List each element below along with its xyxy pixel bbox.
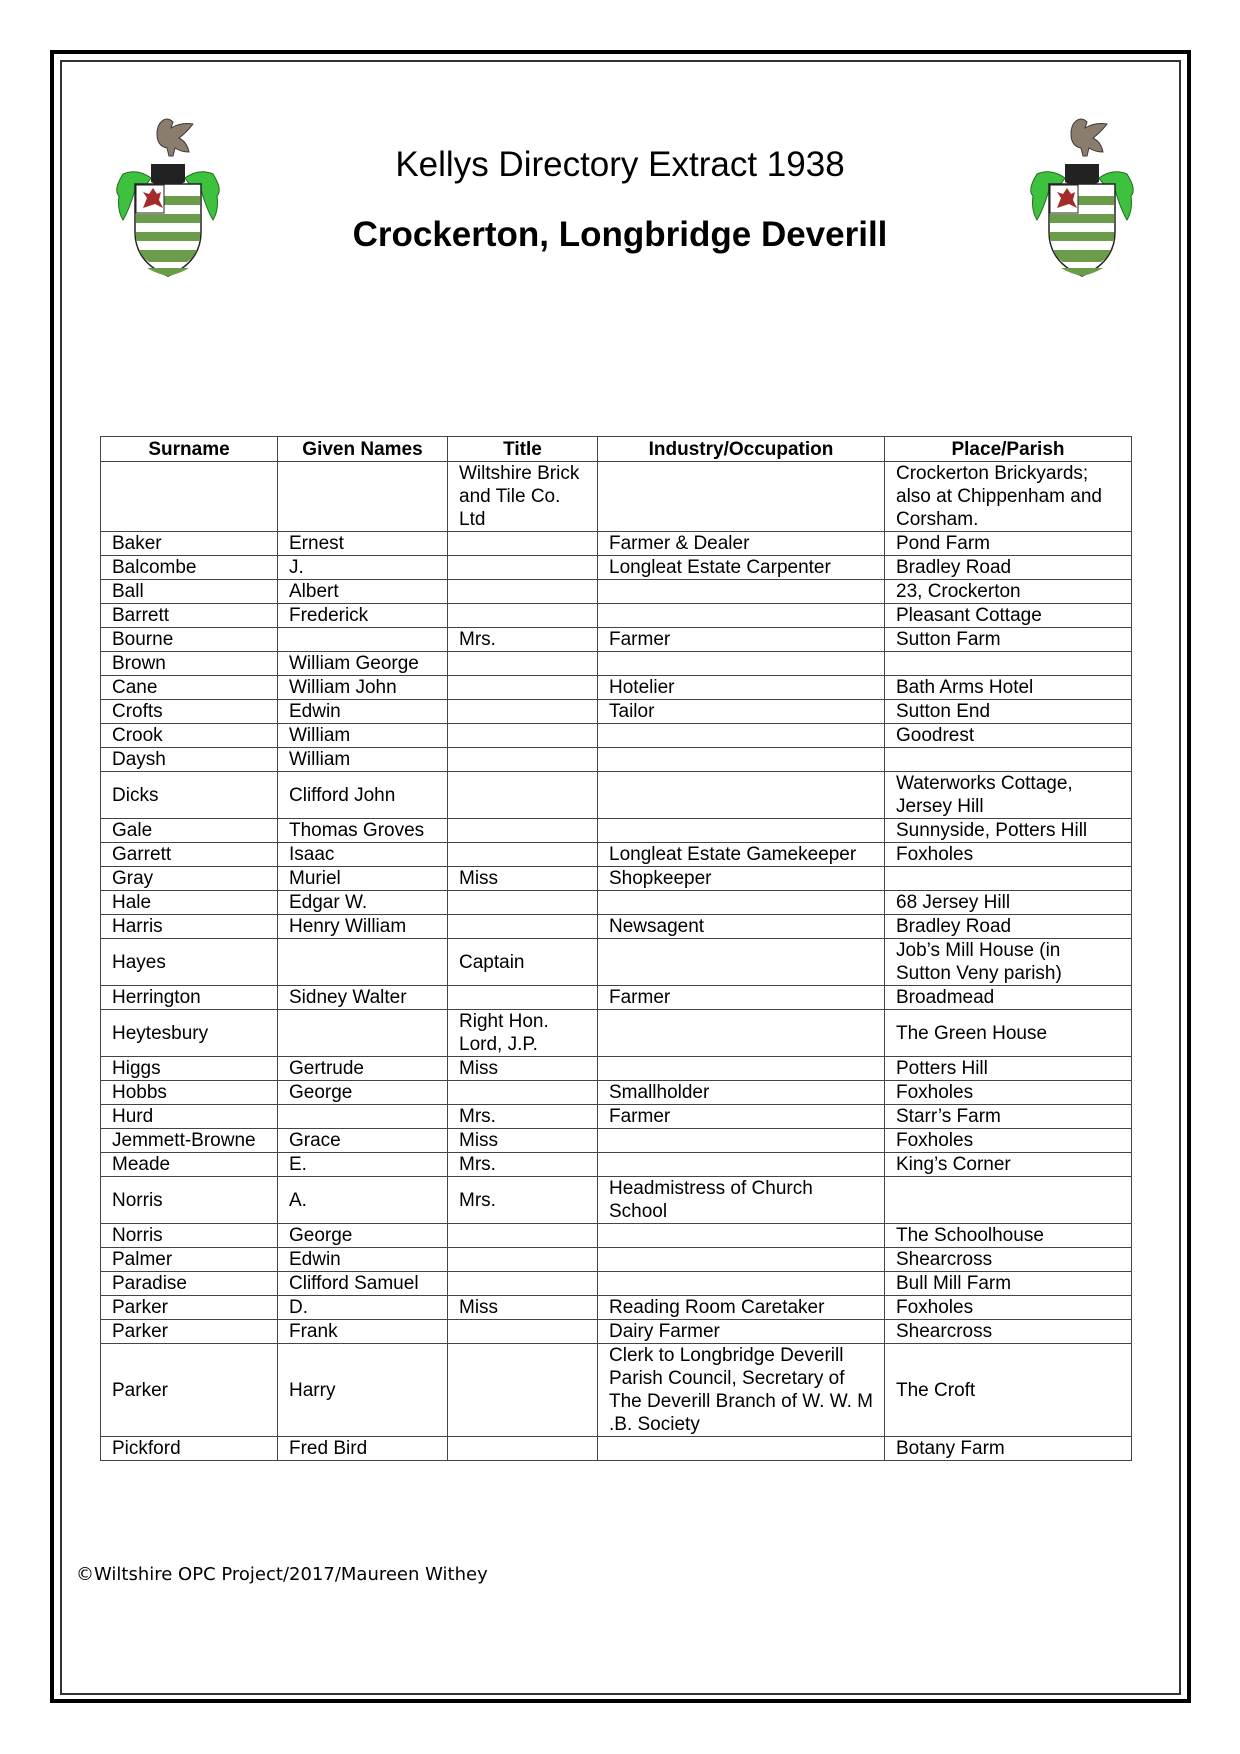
title-cell: [448, 1224, 598, 1248]
surname-cell: Herrington: [101, 986, 278, 1010]
occupation-cell: [598, 1272, 885, 1296]
occupation-cell: [598, 604, 885, 628]
place-cell: Botany Farm: [885, 1437, 1132, 1461]
title-cell: [448, 819, 598, 843]
place-cell: Foxholes: [885, 843, 1132, 867]
title-cell: Wiltshire Brick and Tile Co. Ltd: [448, 462, 598, 532]
surname-cell: Crook: [101, 724, 278, 748]
place-cell: Bradley Road: [885, 556, 1132, 580]
table-row: [101, 843, 1132, 867]
title-cell: [448, 1437, 598, 1461]
place-cell: Starr’s Farm: [885, 1105, 1132, 1129]
title-cell: Mrs.: [448, 1105, 598, 1129]
title-cell: [448, 772, 598, 819]
title-cell: [448, 676, 598, 700]
place-cell: [885, 1177, 1132, 1224]
surname-cell: Brown: [101, 652, 278, 676]
table-row: [101, 462, 1132, 532]
occupation-cell: Longleat Estate Carpenter: [598, 556, 885, 580]
surname-cell: Garrett: [101, 843, 278, 867]
table-row: [101, 772, 1132, 819]
occupation-cell: [598, 1224, 885, 1248]
given-names-cell: Grace: [278, 1129, 448, 1153]
surname-cell: Parker: [101, 1320, 278, 1344]
table-row: [101, 1272, 1132, 1296]
table-row: [101, 652, 1132, 676]
surname-cell: Hale: [101, 891, 278, 915]
table-row: [101, 1081, 1132, 1105]
page-title: Kellys Directory Extract 1938: [395, 145, 845, 184]
place-cell: Goodrest: [885, 724, 1132, 748]
given-names-cell: William: [278, 748, 448, 772]
surname-cell: Hayes: [101, 939, 278, 986]
given-names-cell: J.: [278, 556, 448, 580]
table-row: [101, 1177, 1132, 1224]
table-row: [101, 867, 1132, 891]
title-cell: [448, 915, 598, 939]
title-cell: [448, 1248, 598, 1272]
surname-cell: Barrett: [101, 604, 278, 628]
column-header-given-names: Given Names: [278, 437, 448, 462]
directory-table: [100, 436, 1132, 1461]
given-names-cell: [278, 1105, 448, 1129]
title-cell: [448, 532, 598, 556]
title-cell: [448, 724, 598, 748]
table-row: [101, 556, 1132, 580]
given-names-cell: Gertrude: [278, 1057, 448, 1081]
given-names-cell: Edgar W.: [278, 891, 448, 915]
occupation-cell: Farmer: [598, 628, 885, 652]
table-row: [101, 1296, 1132, 1320]
title-cell: [448, 652, 598, 676]
occupation-cell: Farmer: [598, 986, 885, 1010]
table-row: [101, 1057, 1132, 1081]
occupation-cell: [598, 1129, 885, 1153]
place-cell: [885, 748, 1132, 772]
place-cell: Bradley Road: [885, 915, 1132, 939]
given-names-cell: Clifford John: [278, 772, 448, 819]
given-names-cell: Ernest: [278, 532, 448, 556]
surname-cell: Cane: [101, 676, 278, 700]
table-row: [101, 1010, 1132, 1057]
given-names-cell: Edwin: [278, 700, 448, 724]
table-row: [101, 700, 1132, 724]
table-row: [101, 676, 1132, 700]
occupation-cell: [598, 580, 885, 604]
column-header-place: Place/Parish: [885, 437, 1132, 462]
title-cell: Mrs.: [448, 628, 598, 652]
place-cell: Bath Arms Hotel: [885, 676, 1132, 700]
title-cell: [448, 843, 598, 867]
place-cell: Foxholes: [885, 1296, 1132, 1320]
surname-cell: Norris: [101, 1177, 278, 1224]
surname-cell: Pickford: [101, 1437, 278, 1461]
given-names-cell: Henry William: [278, 915, 448, 939]
title-cell: [448, 604, 598, 628]
occupation-cell: [598, 652, 885, 676]
title-cell: Miss: [448, 1057, 598, 1081]
surname-cell: Dicks: [101, 772, 278, 819]
place-cell: 68 Jersey Hill: [885, 891, 1132, 915]
title-cell: [448, 700, 598, 724]
table-row: [101, 1129, 1132, 1153]
title-cell: [448, 1320, 598, 1344]
table-row: [101, 724, 1132, 748]
title-cell: Captain: [448, 939, 598, 986]
title-cell: [448, 1081, 598, 1105]
table-row: [101, 891, 1132, 915]
place-cell: The Croft: [885, 1344, 1132, 1437]
occupation-cell: [598, 748, 885, 772]
occupation-cell: Headmistress of Church School: [598, 1177, 885, 1224]
occupation-cell: [598, 1057, 885, 1081]
place-cell: [885, 652, 1132, 676]
title-cell: [448, 891, 598, 915]
given-names-cell: [278, 939, 448, 986]
occupation-cell: Shopkeeper: [598, 867, 885, 891]
surname-cell: Higgs: [101, 1057, 278, 1081]
occupation-cell: [598, 939, 885, 986]
occupation-cell: [598, 1153, 885, 1177]
surname-cell: Daysh: [101, 748, 278, 772]
occupation-cell: Farmer & Dealer: [598, 532, 885, 556]
given-names-cell: Albert: [278, 580, 448, 604]
column-header-title: Title: [448, 437, 598, 462]
surname-cell: Baker: [101, 532, 278, 556]
surname-cell: Heytesbury: [101, 1010, 278, 1057]
table-body: [101, 462, 1132, 1461]
place-cell: Sutton End: [885, 700, 1132, 724]
occupation-cell: Dairy Farmer: [598, 1320, 885, 1344]
title-cell: Mrs.: [448, 1153, 598, 1177]
coat-of-arms-icon-left: [103, 112, 233, 292]
occupation-cell: Hotelier: [598, 676, 885, 700]
table-row: [101, 1437, 1132, 1461]
given-names-cell: Sidney Walter: [278, 986, 448, 1010]
given-names-cell: Edwin: [278, 1248, 448, 1272]
table-row: [101, 986, 1132, 1010]
surname-cell: Gray: [101, 867, 278, 891]
place-cell: Waterworks Cottage, Jersey Hill: [885, 772, 1132, 819]
place-cell: The Green House: [885, 1010, 1132, 1057]
occupation-cell: [598, 1248, 885, 1272]
occupation-cell: [598, 819, 885, 843]
given-names-cell: D.: [278, 1296, 448, 1320]
surname-cell: Meade: [101, 1153, 278, 1177]
table-row: [101, 628, 1132, 652]
title-cell: Miss: [448, 867, 598, 891]
table-row: [101, 1320, 1132, 1344]
occupation-cell: [598, 891, 885, 915]
given-names-cell: Thomas Groves: [278, 819, 448, 843]
given-names-cell: Fred Bird: [278, 1437, 448, 1461]
given-names-cell: [278, 628, 448, 652]
surname-cell: Norris: [101, 1224, 278, 1248]
surname-cell: Parker: [101, 1344, 278, 1437]
place-cell: Shearcross: [885, 1320, 1132, 1344]
given-names-cell: Harry: [278, 1344, 448, 1437]
given-names-cell: Clifford Samuel: [278, 1272, 448, 1296]
given-names-cell: [278, 1010, 448, 1057]
surname-cell: [101, 462, 278, 532]
place-cell: Sutton Farm: [885, 628, 1132, 652]
given-names-cell: George: [278, 1081, 448, 1105]
given-names-cell: Muriel: [278, 867, 448, 891]
table-row: [101, 939, 1132, 986]
table-row: [101, 748, 1132, 772]
table-row: [101, 580, 1132, 604]
surname-cell: Crofts: [101, 700, 278, 724]
copyright-footer: ©Wiltshire OPC Project/2017/Maureen Withey: [76, 1564, 488, 1585]
occupation-cell: [598, 772, 885, 819]
title-cell: [448, 1344, 598, 1437]
table-row: [101, 1153, 1132, 1177]
place-cell: Sunnyside, Potters Hill: [885, 819, 1132, 843]
place-cell: Job’s Mill House (in Sutton Veny parish): [885, 939, 1132, 986]
title-cell: [448, 580, 598, 604]
occupation-cell: Newsagent: [598, 915, 885, 939]
place-cell: The Schoolhouse: [885, 1224, 1132, 1248]
place-cell: Pleasant Cottage: [885, 604, 1132, 628]
title-cell: [448, 556, 598, 580]
column-header-surname: Surname: [101, 437, 278, 462]
surname-cell: Hobbs: [101, 1081, 278, 1105]
occupation-cell: [598, 1437, 885, 1461]
table-row: [101, 1248, 1132, 1272]
surname-cell: Palmer: [101, 1248, 278, 1272]
given-names-cell: William: [278, 724, 448, 748]
title-cell: Miss: [448, 1296, 598, 1320]
table-row: [101, 532, 1132, 556]
occupation-cell: Tailor: [598, 700, 885, 724]
occupation-cell: Smallholder: [598, 1081, 885, 1105]
surname-cell: Balcombe: [101, 556, 278, 580]
given-names-cell: Frank: [278, 1320, 448, 1344]
surname-cell: Paradise: [101, 1272, 278, 1296]
surname-cell: Harris: [101, 915, 278, 939]
place-cell: Potters Hill: [885, 1057, 1132, 1081]
surname-cell: Gale: [101, 819, 278, 843]
occupation-cell: Farmer: [598, 1105, 885, 1129]
table-row: [101, 1344, 1132, 1437]
surname-cell: Hurd: [101, 1105, 278, 1129]
place-cell: Crockerton Brickyards; also at Chippenham and Corsham.: [885, 462, 1132, 532]
place-cell: Shearcross: [885, 1248, 1132, 1272]
table-row: [101, 604, 1132, 628]
coat-of-arms-icon-right: [1017, 112, 1147, 292]
place-cell: Foxholes: [885, 1081, 1132, 1105]
given-names-cell: William John: [278, 676, 448, 700]
title-cell: Right Hon. Lord, J.P.: [448, 1010, 598, 1057]
place-cell: Broadmead: [885, 986, 1132, 1010]
title-cell: [448, 1272, 598, 1296]
table-header-row: [101, 437, 1132, 462]
given-names-cell: A.: [278, 1177, 448, 1224]
page-subtitle: Crockerton, Longbridge Deverill: [352, 215, 888, 254]
table-row: [101, 1105, 1132, 1129]
place-cell: Foxholes: [885, 1129, 1132, 1153]
place-cell: Bull Mill Farm: [885, 1272, 1132, 1296]
column-header-occupation: Industry/Occupation: [598, 437, 885, 462]
surname-cell: Parker: [101, 1296, 278, 1320]
occupation-cell: [598, 462, 885, 532]
place-cell: Pond Farm: [885, 532, 1132, 556]
occupation-cell: Clerk to Longbridge Deverill Parish Council, Secretary of The Deverill Branch of W. W. M .B. Society: [598, 1344, 885, 1437]
table-row: [101, 915, 1132, 939]
given-names-cell: [278, 462, 448, 532]
given-names-cell: Frederick: [278, 604, 448, 628]
occupation-cell: Reading Room Caretaker: [598, 1296, 885, 1320]
given-names-cell: George: [278, 1224, 448, 1248]
table-row: [101, 819, 1132, 843]
title-cell: [448, 748, 598, 772]
place-cell: 23, Crockerton: [885, 580, 1132, 604]
occupation-cell: [598, 1010, 885, 1057]
title-cell: [448, 986, 598, 1010]
title-cell: Mrs.: [448, 1177, 598, 1224]
surname-cell: Bourne: [101, 628, 278, 652]
surname-cell: Ball: [101, 580, 278, 604]
given-names-cell: William George: [278, 652, 448, 676]
title-cell: Miss: [448, 1129, 598, 1153]
table-row: [101, 1224, 1132, 1248]
place-cell: [885, 867, 1132, 891]
given-names-cell: E.: [278, 1153, 448, 1177]
given-names-cell: Isaac: [278, 843, 448, 867]
place-cell: King’s Corner: [885, 1153, 1132, 1177]
occupation-cell: [598, 724, 885, 748]
surname-cell: Jemmett-Browne: [101, 1129, 278, 1153]
occupation-cell: Longleat Estate Gamekeeper: [598, 843, 885, 867]
